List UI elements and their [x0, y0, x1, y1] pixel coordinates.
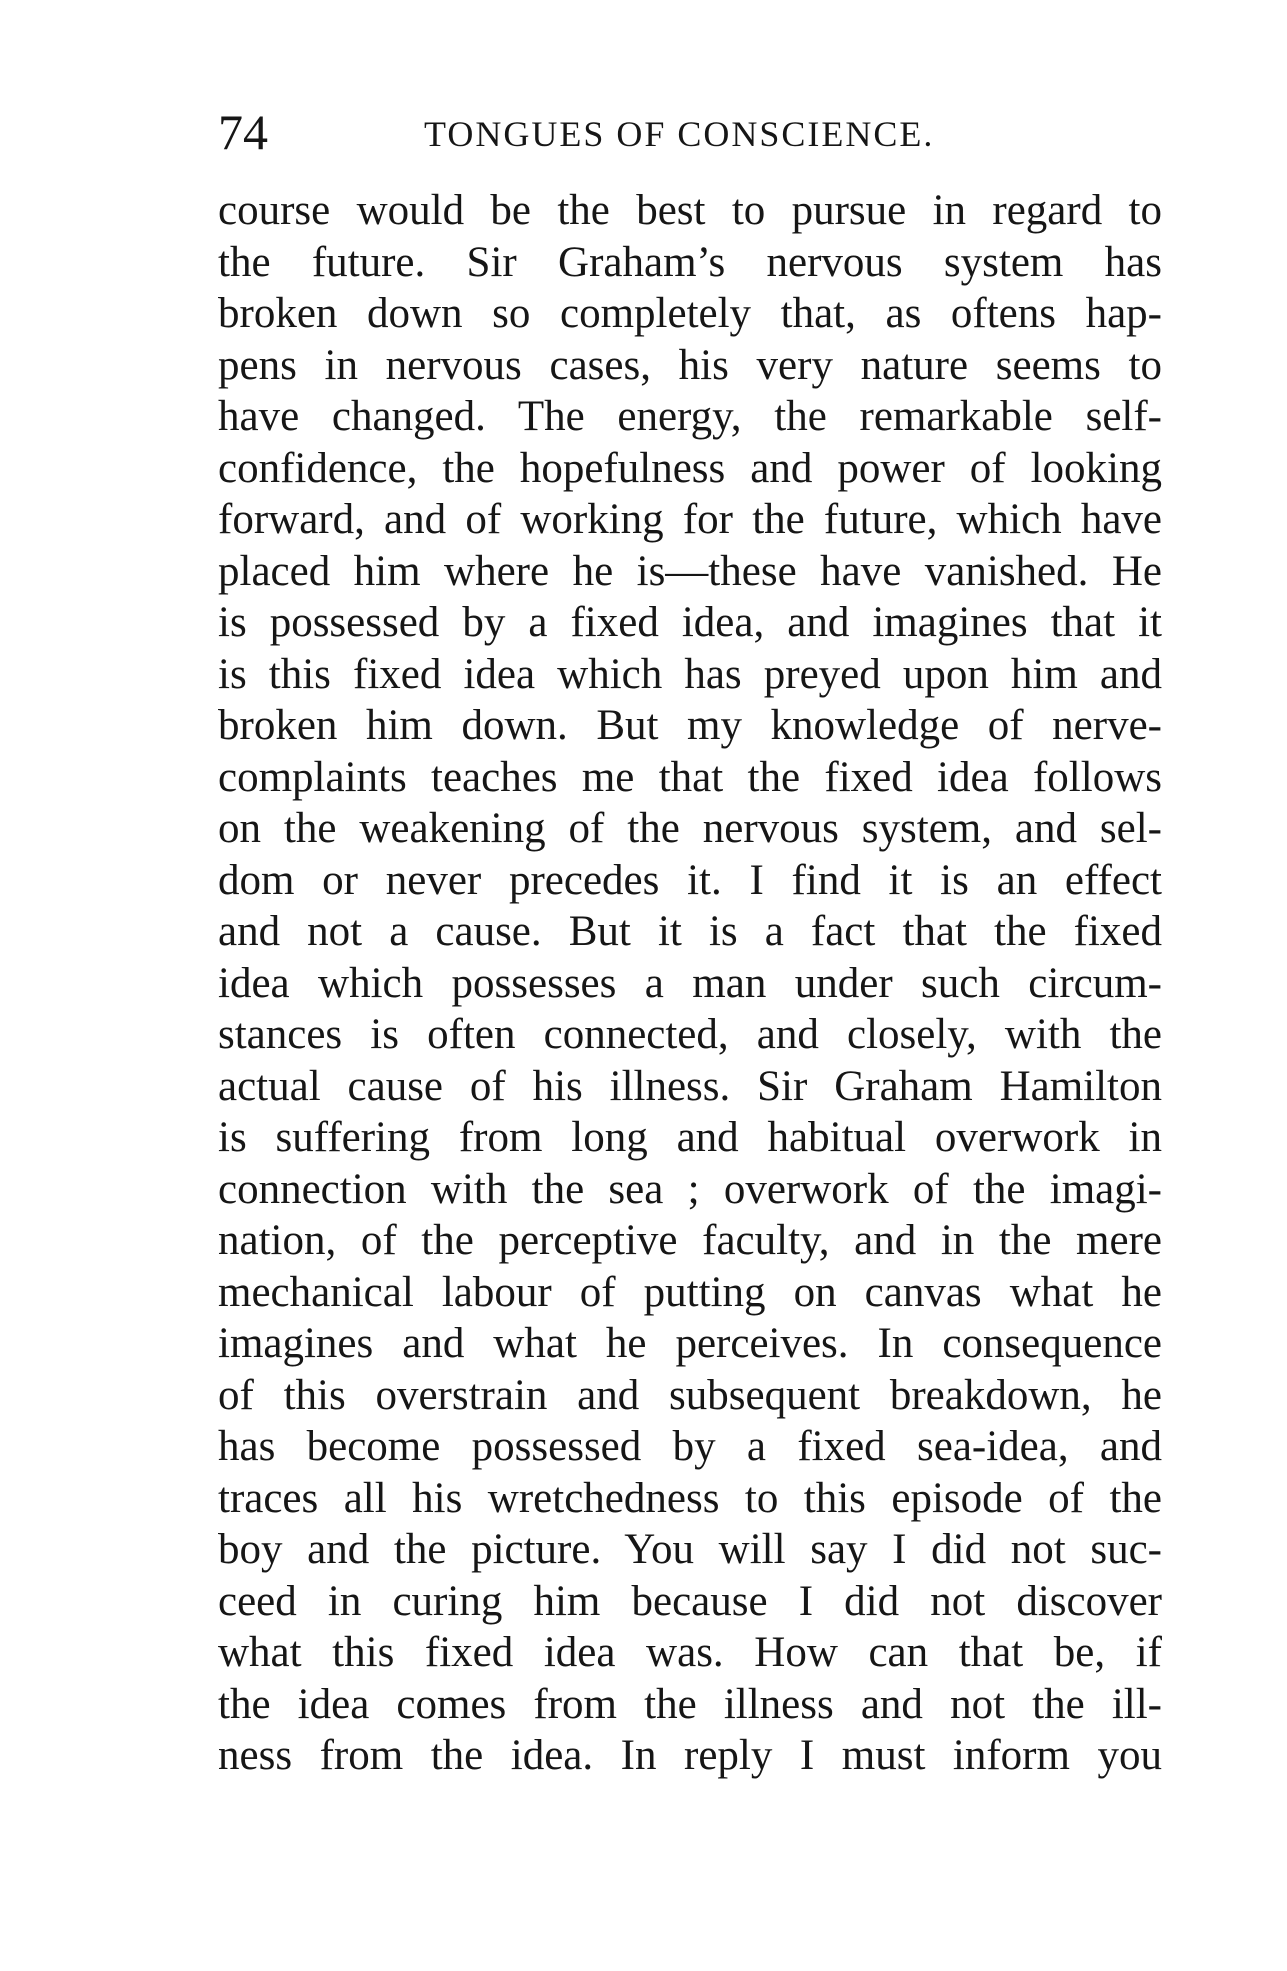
text-line: mechanical labour of putting on canvas what he	[218, 1268, 1162, 1316]
text-line: what this fixed idea was. How can that be, if	[218, 1629, 1162, 1676]
text-line: of this overstrain and subsequent breakdown, he	[218, 1371, 1162, 1419]
page-number: 74	[218, 104, 268, 160]
text-line: ceed in curing him because I did not discover	[218, 1577, 1162, 1625]
text-line: placed him where he is—these have vanished. He	[218, 547, 1162, 595]
text-line: is suffering from long and habitual overwork in	[218, 1114, 1162, 1161]
text-line: stances is often connected, and closely, with the	[218, 1011, 1162, 1058]
text-line: idea which possesses a man under such circum-	[218, 959, 1162, 1007]
text-line: broken down so completely that, as oftens hap-	[218, 290, 1162, 337]
text-line: is this fixed idea which has preyed upon him and	[218, 650, 1162, 698]
text-line: have changed. The energy, the remarkable self-	[218, 393, 1162, 440]
text-line: traces all his wretchedness to this episode of the	[218, 1474, 1162, 1522]
text-line: course would be the best to pursue in regard to	[218, 187, 1162, 234]
text-line: complaints teaches me that the fixed idea follows	[218, 753, 1162, 801]
text-line: imagines and what he perceives. In consequence	[218, 1320, 1162, 1367]
text-line: nation, of the perceptive faculty, and in the mere	[218, 1217, 1162, 1264]
body-text	[218, 185, 1162, 1782]
text-line: pens in nervous cases, his very nature seems to	[218, 341, 1162, 389]
text-line: the future. Sir Graham’s nervous system has	[218, 238, 1162, 286]
text-line: ness from the idea. In reply I must inform you	[218, 1732, 1162, 1779]
text-line: is possessed by a fixed idea, and imagines that it	[218, 599, 1162, 646]
running-head	[218, 100, 1162, 164]
text-line: dom or never precedes it. I find it is an effect	[218, 856, 1162, 904]
text-line: the idea comes from the illness and not the ill-	[218, 1680, 1162, 1728]
text-line: actual cause of his illness. Sir Graham Hamilton	[218, 1062, 1162, 1110]
text-line: forward, and of working for the future, which have	[218, 496, 1162, 543]
text-line: boy and the picture. You will say I did not suc-	[218, 1526, 1162, 1573]
text-line: on the weakening of the nervous system, and sel-	[218, 805, 1162, 852]
text-line: confidence, the hopefulness and power of looking	[218, 444, 1162, 492]
text-line: has become possessed by a fixed sea-idea, and	[218, 1423, 1162, 1470]
running-title: TONGUES OF CONSCIENCE.	[424, 114, 935, 154]
text-line: broken him down. But my knowledge of nerve-	[218, 702, 1162, 749]
text-line: connection with the sea ; overwork of the imagi-	[218, 1165, 1162, 1213]
text-line: and not a cause. But it is a fact that the fixed	[218, 908, 1162, 955]
